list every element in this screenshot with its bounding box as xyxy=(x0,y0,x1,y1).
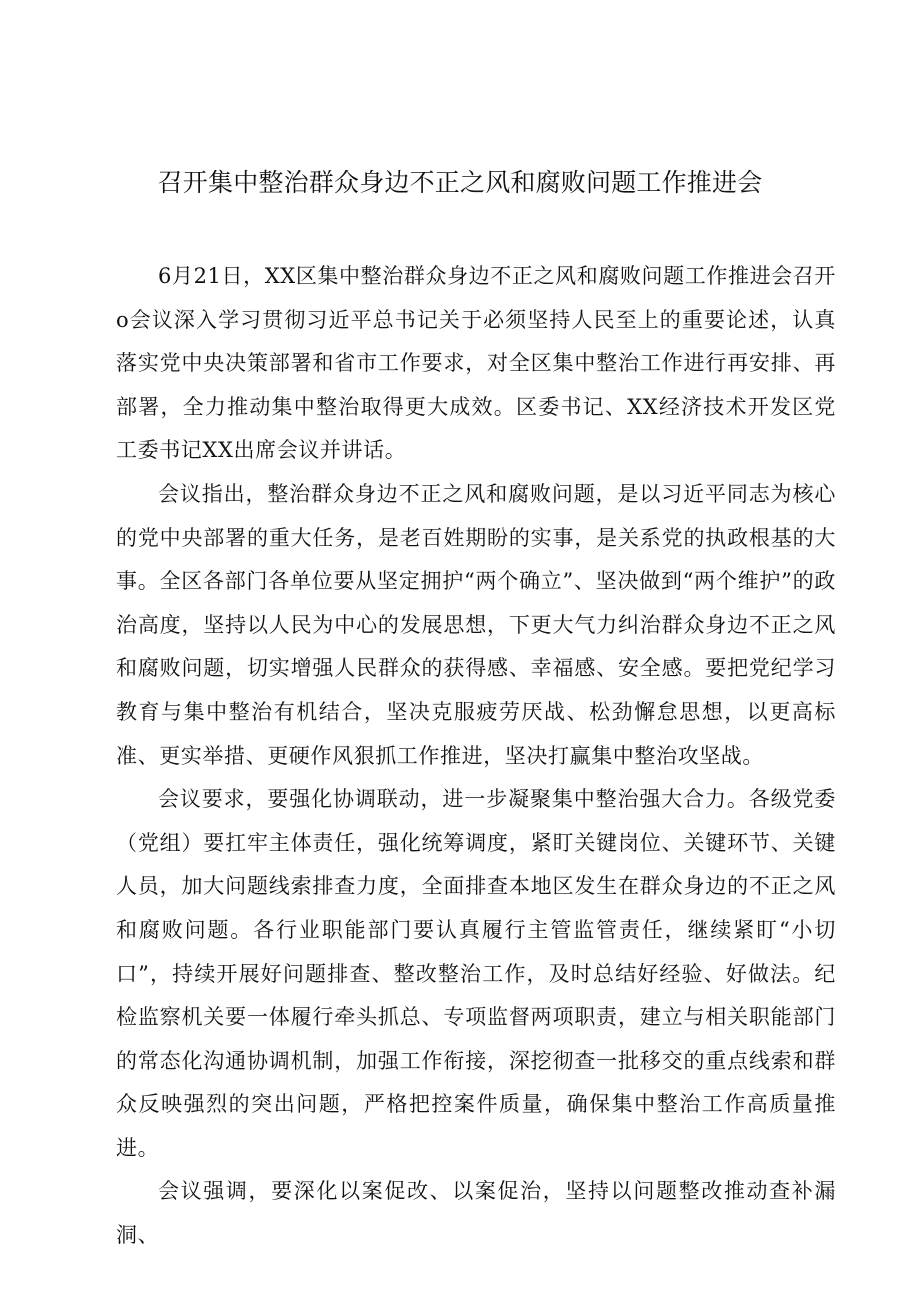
paragraph-meeting-requirements: 会议要求，要强化协调联动，进一步凝聚集中整治强大合力。各级党委（党组）要扛牢主体责任，强化统筹调度，紧盯关键岗位、关键环节、关键人员，加大问题线索排查力度，全面排查本地区发生在群众身边的不正之风和腐败问题。各行业职能部门要认真履行主管监管责任，继续紧盯“小切口”，持续开展好问题排查、整改整治工作，及时总结好经验、好做法。纪检监察机关要一体履行牵头抓总、专项监督两项职责，建立与相关职能部门的常态化沟通协调机制，加强工作衔接，深挖彻查一批移交的重点线索和群众反映强烈的突出问题，严格把控案件质量，确保集中整治工作高质量推进。 xyxy=(116,787,836,1160)
paragraph-meeting-held: 6月21日，XX区集中整治群众身边不正之风和腐败问题工作推进会召开o会议深入学习贯彻习近平总书记关于必须坚持人民至上的重要论述，认真落实党中央决策部署和省市工作要求，对全区集中整治工作进行再安排、再部署，全力推动集中整治取得更大成效。区委书记、XX经济技术开发区党工委书记XX出席会议并讲话。 xyxy=(116,264,836,463)
paragraph-meeting-emphasis: 会议强调，要深化以案促改、以案促治，坚持以问题整改推动查补漏洞、 xyxy=(116,1179,836,1248)
paragraph-meeting-pointed-out: 会议指出，整治群众身边不正之风和腐败问题，是以习近平同志为核心的党中央部署的重大任务，是老百姓期盼的实事，是关系党的执政根基的大事。全区各部门各单位要从坚定拥护“两个确立”、坚决做到“两个维护”的政治高度，坚持以人民为中心的发展思想，下更大气力纠治群众身边不正之风和腐败问题，切实增强人民群众的获得感、幸福感、安全感。要把党纪学习教育与集中整治有机结合，坚决克服疲劳厌战、松劲懈怠思想，以更高标准、更实举措、更硬作风狠抓工作推进，坚决打赢集中整治攻坚战。 xyxy=(116,481,836,768)
document-body xyxy=(116,255,836,1258)
document-title: 召开集中整治群众身边不正之风和腐败问题工作推进会 xyxy=(157,168,763,197)
